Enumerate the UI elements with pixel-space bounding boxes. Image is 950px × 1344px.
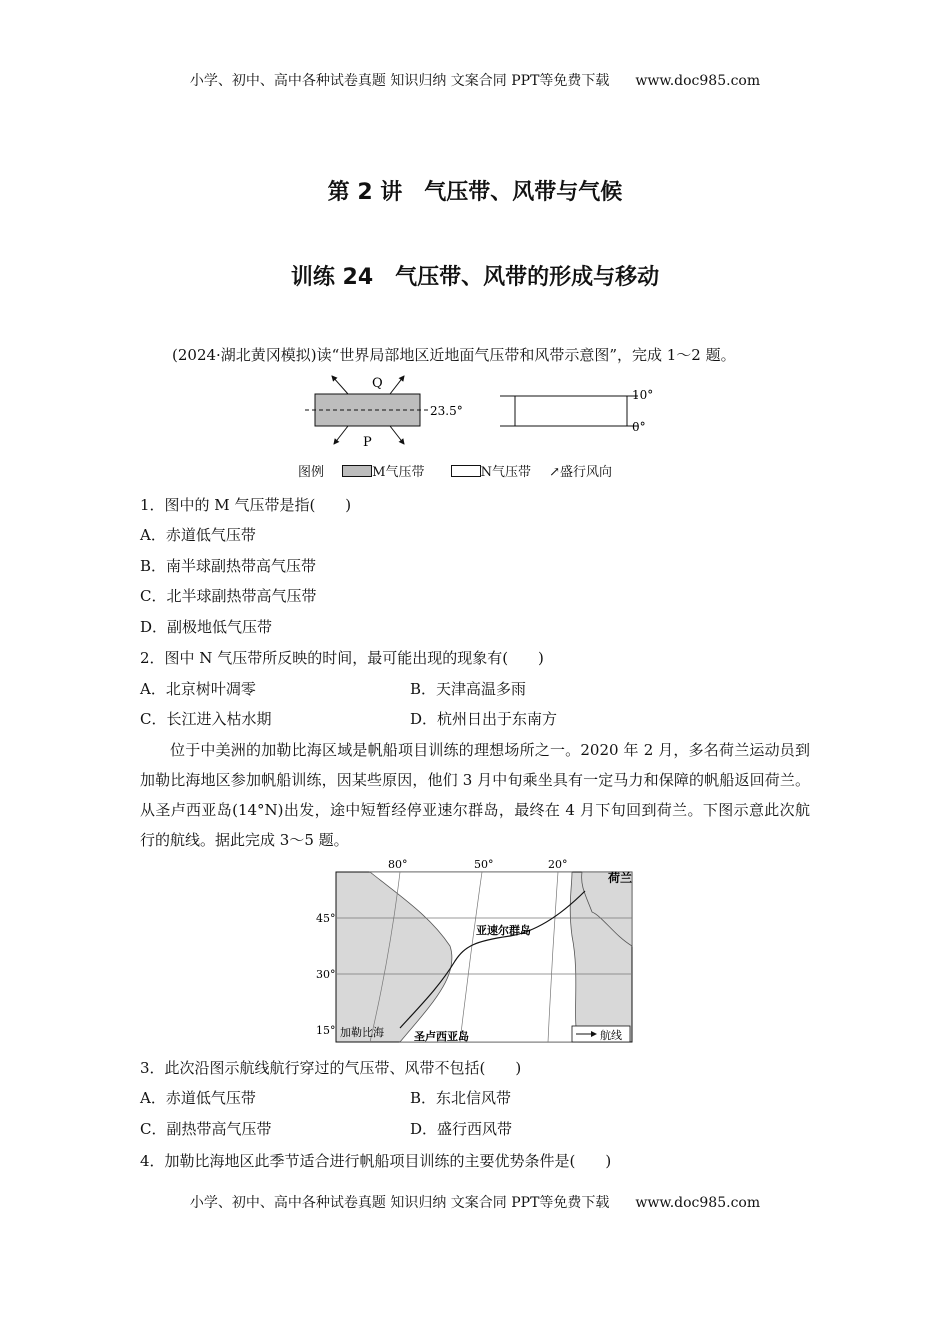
lat-45: 45° [316,912,336,925]
wind-arrow-1 [332,376,348,394]
lat-15: 15° [316,1024,336,1037]
wind-arrow-3 [334,426,348,444]
legend-n: N气压带 [480,465,531,480]
lon-80: 80° [388,858,408,871]
lat-30: 30° [316,968,336,981]
label-10: 10° [632,388,654,402]
page-header [0,70,950,90]
q2-option-b[interactable]: B．天津高温多雨 [410,680,527,698]
q3-option-c[interactable]: C．副热带高气压带 [140,1120,272,1138]
route-map [310,856,640,1048]
passage-q3-5: 位于中美洲的加勒比海区域是帆船项目训练的理想场所之一。2020 年 2 月，多名荷兰运动员到加勒比海地区参加帆船训练，因某些原因，他们 3 月中旬乘坐具有一定马力和保障的帆船返回荷兰。从圣卢西亚岛(14°N)出发，途中短暂经停亚速尔群岛，最终在 4 月下旬回到荷兰。下图示意此次航行的航线。据此完成 3～5 题。 [140,741,810,849]
q1-option-d[interactable]: D．副极地低气压带 [140,618,273,636]
q3-stem: 3．此次沿图示航线航行穿过的气压带、风带不包括( ) [140,1059,522,1077]
page-footer [0,1192,950,1212]
footer-text: 小学、初中、高中各种试卷真题 知识归纳 文案合同 PPT等免费下载 [189,1195,610,1211]
intro-q1-2: (2024·湖北黄冈模拟)读“世界局部地区近地面气压带和风带示意图”，完成 1～2 题。 [172,346,736,364]
q3-option-b[interactable]: B．东北信风带 [410,1089,512,1107]
label-st-lucia: 圣卢西亚岛 [414,1030,469,1043]
q1-stem: 1．图中的 M 气压带是指( ) [140,496,352,514]
legend-m-swatch [342,465,372,477]
q3-option-d[interactable]: D．盛行西风带 [410,1120,513,1138]
wind-arrow-2 [390,376,404,394]
lon-20: 20° [548,858,568,871]
header-text: 小学、初中、高中各种试卷真题 知识归纳 文案合同 PPT等免费下载 [189,73,610,89]
q2-stem: 2．图中 N 气压带所反映的时间，最可能出现的现象有( ) [140,649,544,667]
legend-wind: 盛行风向 [560,465,613,480]
label-q: Q [372,376,383,391]
q1-option-b[interactable]: B．南半球副热带高气压带 [140,557,317,575]
wind-arrow-4 [390,426,404,444]
wind-arrow-icon: ↗ [549,465,561,480]
legend-route: 航线 [600,1029,622,1042]
q2-option-c[interactable]: C．长江进入枯水期 [140,710,272,728]
q1-option-a[interactable]: A．赤道低气压带 [140,526,256,544]
footer-site[interactable]: www.doc985.com [635,1195,761,1211]
q4-stem: 4．加勒比海地区此季节适合进行帆船项目训练的主要优势条件是( ) [140,1152,612,1170]
label-23-5: 23.5° [430,404,463,418]
n-belt-rect [515,396,627,426]
label-azores: 亚速尔群岛 [476,924,531,937]
lon-50: 50° [474,858,494,871]
label-0: 0° [632,420,646,434]
q2-option-d[interactable]: D．杭州日出于东南方 [410,710,558,728]
legend-m: M气压带 [372,465,425,480]
q1-option-c[interactable]: C．北半球副热带高气压带 [140,587,317,605]
legend-n-swatch [451,465,481,477]
label-netherlands: 荷兰 [608,871,633,885]
legend-title: 图例 [298,465,325,480]
q2-option-a[interactable]: A．北京树叶凋零 [140,680,256,698]
label-caribbean: 加勒比海 [340,1026,384,1039]
exercise-title: 训练 24 气压带、风带的形成与移动 [290,265,660,290]
lecture-title: 第 2 讲 气压带、风带与气候 [327,180,623,205]
fig1-legend [298,461,612,480]
label-p: P [363,435,372,450]
header-site[interactable]: www.doc985.com [635,73,761,89]
q3-option-a[interactable]: A．赤道低气压带 [140,1089,256,1107]
